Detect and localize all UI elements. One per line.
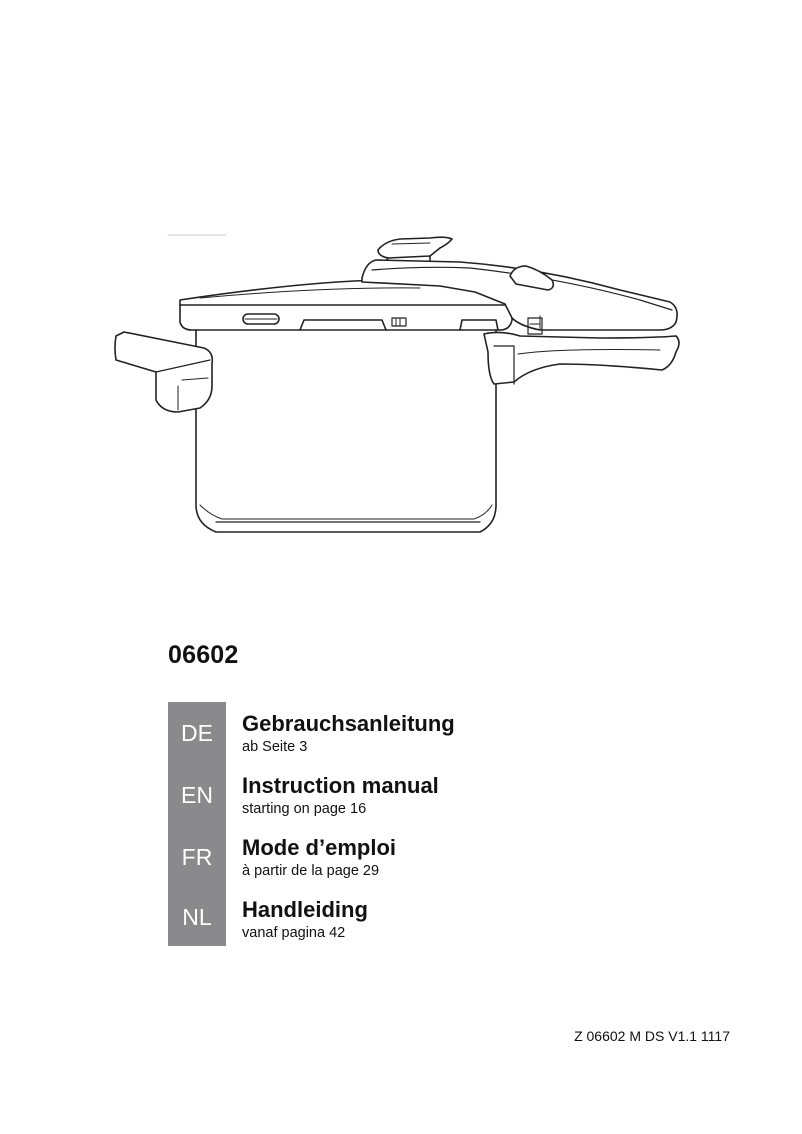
language-code-tab: FR	[168, 826, 226, 888]
language-row-nl	[168, 888, 588, 950]
language-row-fr	[168, 826, 588, 888]
language-row-en	[168, 764, 588, 826]
pressure-cooker-illustration	[100, 225, 690, 545]
language-code-tab: EN	[168, 764, 226, 826]
pressure-valve	[378, 237, 452, 258]
language-manual-title: Mode d’emploi	[242, 835, 396, 860]
pot-handle	[484, 332, 679, 384]
language-start-page: starting on page 16	[242, 801, 367, 817]
helper-handle	[115, 332, 212, 412]
language-index	[168, 702, 588, 950]
language-start-page: à partir de la page 29	[242, 863, 380, 879]
language-start-page: ab Seite 3	[242, 739, 308, 755]
language-manual-title: Instruction manual	[242, 773, 439, 798]
language-code-tab: DE	[168, 702, 226, 764]
language-manual-title: Handleiding	[242, 897, 368, 922]
model-number: 06602	[168, 641, 239, 669]
pot-body	[196, 330, 496, 532]
language-start-page: vanaf pagina 42	[242, 925, 346, 941]
document-code: Z 06602 M DS V1.1 1117	[574, 1028, 730, 1044]
lid-rim	[180, 305, 512, 330]
language-code-tab: NL	[168, 888, 226, 946]
language-manual-title: Gebrauchsanleitung	[242, 711, 455, 736]
language-row-de	[168, 702, 588, 764]
